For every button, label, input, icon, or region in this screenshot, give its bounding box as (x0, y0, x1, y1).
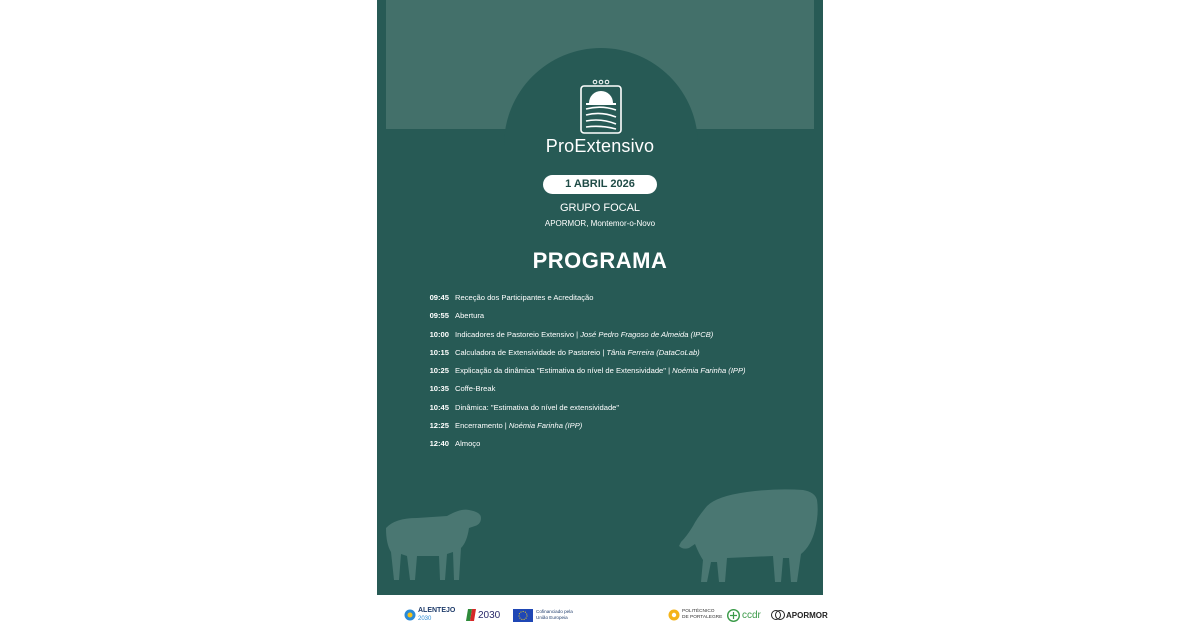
apormor-name: APORMOR (786, 610, 828, 620)
eu-flag-icon (513, 609, 533, 622)
program-row (417, 330, 817, 348)
cow-icon (679, 489, 818, 582)
program-description (455, 311, 484, 320)
portugal-2030-logo (466, 606, 500, 624)
program-time: 09:55 (429, 311, 449, 321)
program-row (417, 366, 817, 384)
program-row (417, 311, 817, 329)
program-activity: Indicadores de Pastoreio Extensivo | (455, 329, 581, 339)
program-description (455, 293, 593, 302)
event-poster (377, 0, 823, 595)
eu-line-2: União Europeia (536, 615, 568, 620)
program-time: 10:00 (429, 329, 449, 339)
program-row (417, 348, 817, 366)
program-row (417, 403, 817, 421)
program-description (455, 348, 700, 357)
program-heading: PROGRAMA (532, 248, 668, 273)
program-activity: Abertura (455, 311, 485, 321)
program-activity: Calculadora de Extensividade do Pastoreio | (455, 347, 607, 357)
program-row (417, 384, 817, 402)
event-title: GRUPO FOCAL (559, 202, 641, 214)
program-description (455, 421, 582, 430)
program-activity: Dinâmica: "Estimativa do nível de extensividade" (455, 402, 620, 412)
eu-cofunding-logo (513, 606, 573, 624)
politecnico-emblem-icon (668, 609, 680, 621)
politecnico-line-1: POLITÉCNICO (682, 609, 715, 614)
program-activity: Almoço (455, 439, 481, 449)
ccdr-emblem-icon (727, 609, 740, 622)
apormor-emblem-icon (771, 609, 785, 621)
program-description (455, 330, 713, 339)
program-activity: Receção dos Participantes e Acreditação (455, 293, 594, 302)
program-description (455, 439, 480, 448)
portugal-year: 2030 (478, 609, 501, 621)
politecnico-portalegre-logo (668, 606, 722, 624)
apormor-logo (771, 606, 828, 624)
program-description (455, 366, 746, 375)
program-description (455, 403, 619, 412)
event-location: APORMOR, Montemor-o-Novo (544, 219, 656, 228)
program-time: 12:40 (429, 439, 449, 449)
ccdr-logo (727, 606, 761, 624)
program-time: 12:25 (429, 421, 449, 431)
animal-silhouettes (377, 470, 823, 595)
program-speaker: Noémia Farinha (IPP) (508, 421, 583, 431)
program-time: 10:45 (429, 402, 449, 412)
program-activity: Explicação da dinâmica "Estimativa do nível de Extensividade" | (455, 366, 673, 376)
footer-logos (0, 600, 1200, 628)
program-time: 09:45 (429, 293, 449, 302)
program-time: 10:35 (429, 384, 449, 394)
ccdr-name: ccdr (742, 609, 761, 621)
brand-name: ProExtensivo (545, 136, 655, 156)
alentejo-name: ALENTEJO (418, 607, 456, 614)
program-time: 10:25 (429, 366, 449, 376)
alentejo-emblem-icon (404, 609, 416, 621)
program-speaker: José Pedro Fragoso de Almeida (IPCB) (580, 329, 714, 339)
program-speaker: Tânia Ferreira (DataCoLab) (606, 347, 700, 357)
program-speaker: Noémia Farinha (IPP) (672, 366, 746, 376)
program-description (455, 384, 495, 393)
alentejo-2030-logo (404, 606, 455, 624)
program-row (417, 421, 817, 439)
program-row (417, 293, 817, 311)
politecnico-line-2: DE PORTALEGRE (682, 615, 723, 620)
program-time: 10:15 (429, 347, 449, 357)
portugal-emblem-icon (466, 608, 476, 622)
program-row (417, 439, 817, 457)
alentejo-year: 2030 (418, 616, 432, 622)
program-activity: Coffe-Break (455, 384, 496, 394)
sheep-icon (386, 510, 481, 580)
proextensivo-logo-icon (580, 79, 622, 134)
program-schedule (417, 293, 817, 458)
eu-line-1: Cofinanciado pela (536, 609, 573, 614)
event-date-badge: 1 ABRIL 2026 (543, 175, 657, 194)
program-activity: Encerramento | (455, 421, 509, 431)
